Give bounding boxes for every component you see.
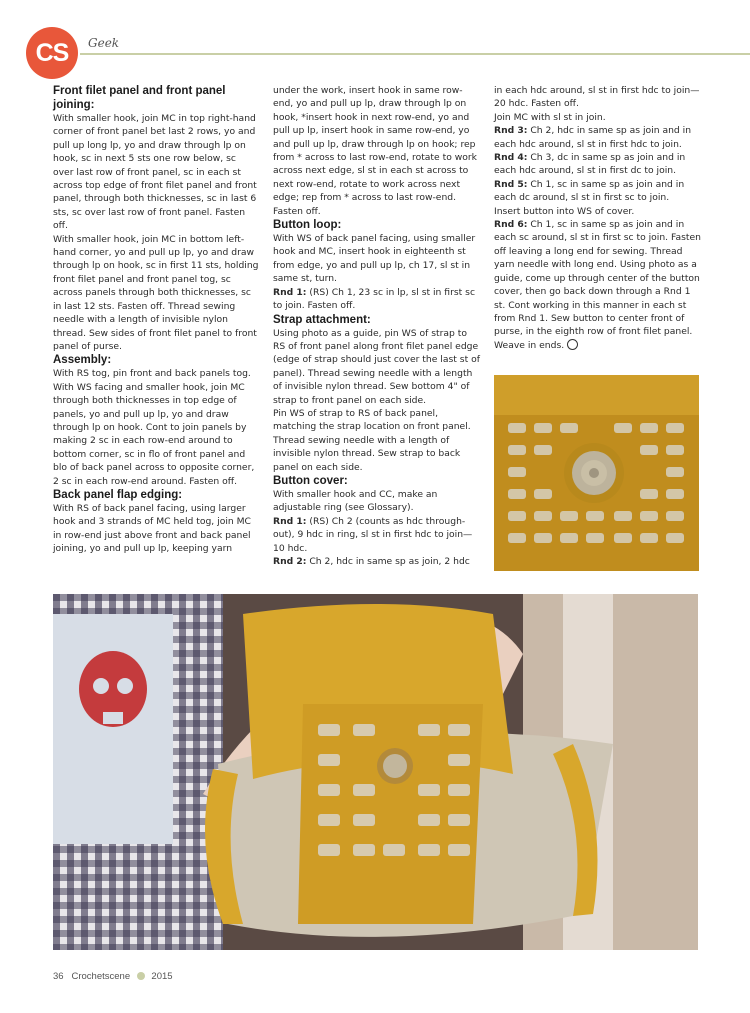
text-column-3 xyxy=(494,84,704,352)
round-text: (RS) Ch 2 (counts as hdc through-out), 9 hdc in ring, sl st in first hdc to join—10 hdc. xyxy=(273,515,473,554)
closeup-photo xyxy=(494,375,699,571)
paragraph: With smaller hook and CC, make an adjustable ring (see Glossary). xyxy=(273,488,438,514)
magazine-name: Crochetscene xyxy=(71,971,131,982)
text-column-2 xyxy=(273,84,481,568)
heading-strap-attachment: Strap attachment: xyxy=(273,313,371,326)
round-label: Rnd 4: xyxy=(494,152,528,164)
paragraph: in each hdc around, sl st in first hdc to join—20 hdc. Fasten off. xyxy=(494,85,700,110)
heading-button-cover: Button cover: xyxy=(273,474,348,487)
round-instruction xyxy=(273,515,481,555)
footer-dot-icon xyxy=(137,972,145,980)
paragraph: With RS tog, pin front and back panels tog. With WS facing and smaller hook, join MC through both thicknesses in top edge of panels, yo and pull up lp, yo and draw through lp on hook. Cont to join panels by making 2 sc in each row-end around to bottom corner, sc in flo of front panel and blo of back panel across to opposite corner, 2 sc in each row-end around. Fasten off. xyxy=(53,368,255,487)
round-text: (RS) Ch 1, 23 sc in lp, sl st in first sc to join. Fasten off. xyxy=(273,286,476,312)
heading-back-panel-flap-edging: Back panel flap edging: xyxy=(53,488,183,501)
section-label: Geek xyxy=(88,36,120,50)
paragraph: Using photo as a guide, pin WS of strap to RS of front panel along front filet panel edge (edge of strap should just cover the last st of panel). Thread sewing needle with a length of invisible nylon thread. Sew bottom 4" of strap to front panel on each side. xyxy=(273,327,480,406)
round-text: Ch 1, sc in same sp as join and in each sc around, sl st in first sc to join. Fasten off leaving a long end for sewing. Thread yarn needle with long end. Using photo as a guide, come up through center of the button cover, then go back down through a Rnd 1 st. Cont working in this manner in each st from Rnd 1. Sew button to center front of purse, in the eighth row of front filet panel. xyxy=(494,219,701,338)
round-text: Ch 2, hdc in same sp as join, 2 hdc xyxy=(309,556,470,567)
text-column-1 xyxy=(53,84,259,556)
round-text: Ch 1, sc in same sp as join and in each dc around, sl st in first sc to join. xyxy=(494,178,685,204)
page-footer xyxy=(53,971,173,982)
round-instruction xyxy=(494,124,704,151)
paragraph: With smaller hook, join MC in top right-hand corner of front panel bet last 2 rows, yo and pull up long lp, yo and draw through lp on hook, sc in next 5 sts one row below, sc over last row of front panel, sc in each st across top edge of front filet panel and front panel, through both thicknesses, sc in last 6 sts, sc over last row of front panel. Fasten off. xyxy=(53,113,257,232)
round-label: Rnd 1: xyxy=(273,286,307,298)
end-mark-icon xyxy=(567,339,578,350)
round-label: Rnd 1: xyxy=(273,515,307,527)
round-text: Ch 2, hdc in same sp as join and in each hdc around, sl st in first hdc to join. xyxy=(494,125,692,150)
closeup-photo-illustration xyxy=(494,375,699,571)
round-text: Ch 3, dc in same sp as join and in each hdc around, sl st in first dc to join. xyxy=(494,152,686,177)
round-instruction xyxy=(494,178,704,205)
issue-year: 2015 xyxy=(151,971,173,982)
main-photo-illustration xyxy=(53,594,698,950)
end-text: Weave in ends. xyxy=(494,339,565,351)
round-label: Rnd 6: xyxy=(494,219,528,231)
paragraph: Join MC with sl st in join. xyxy=(494,111,606,123)
round-instruction xyxy=(494,218,704,339)
end-note xyxy=(494,339,704,352)
heading-button-loop: Button loop: xyxy=(273,219,342,232)
paragraph: With smaller hook, join MC in bottom left-hand corner, yo and pull up lp, yo and draw through lp on hook, sc in first 11 sts, holding front filet panel and front panel tog, sc across panels through both thicknesses, sc in last 12 sts. Fasten off. Thread sewing needle with a length of invisible nylon thread. Sew sides of front filet panel to front panel of purse. xyxy=(53,233,259,352)
round-instruction xyxy=(273,555,481,568)
header-divider xyxy=(80,53,750,55)
round-instruction xyxy=(494,151,704,178)
round-label: Rnd 2: xyxy=(273,556,307,567)
heading-assembly: Assembly: xyxy=(53,354,112,367)
paragraph: With RS of back panel facing, using larger hook and 3 strands of MC held tog, join MC in row-end just above front and back panel joining, yo and pull up lp, keeping yarn xyxy=(53,502,251,555)
heading-front-filet-panel: Front filet panel and front panel joining: xyxy=(53,85,226,111)
magazine-logo: CS xyxy=(26,27,78,79)
paragraph: With WS of back panel facing, using smaller hook and MC, insert hook in eighteenth st from edge, yo and pull up lp, ch 17, sl st in same st, turn. xyxy=(273,233,476,285)
round-label: Rnd 5: xyxy=(494,178,528,190)
round-label: Rnd 3: xyxy=(494,125,528,137)
paragraph: under the work, insert hook in same row-end, yo and pull up lp, draw through lp on hook, *insert hook in next row-end, yo and pull up lp, insert hook in same row-end, yo and pull up lp, draw through lp on hook; rep from * across to last row-end, rotate to work across next edge, sl st in each st across to next row-end, rotate to work across next edge; rep from * across to last row-end. Fasten off. xyxy=(273,85,477,217)
page-number: 36 xyxy=(53,971,64,982)
paragraph: Pin WS of strap to RS of back panel, matching the strap location on front panel. Thread sewing needle with a length of invisible nylon thread. Sew strap to back panel on each side. xyxy=(273,407,471,473)
main-photo xyxy=(53,594,698,950)
paragraph: Insert button into WS of cover. xyxy=(494,205,635,217)
round-instruction xyxy=(273,286,481,313)
